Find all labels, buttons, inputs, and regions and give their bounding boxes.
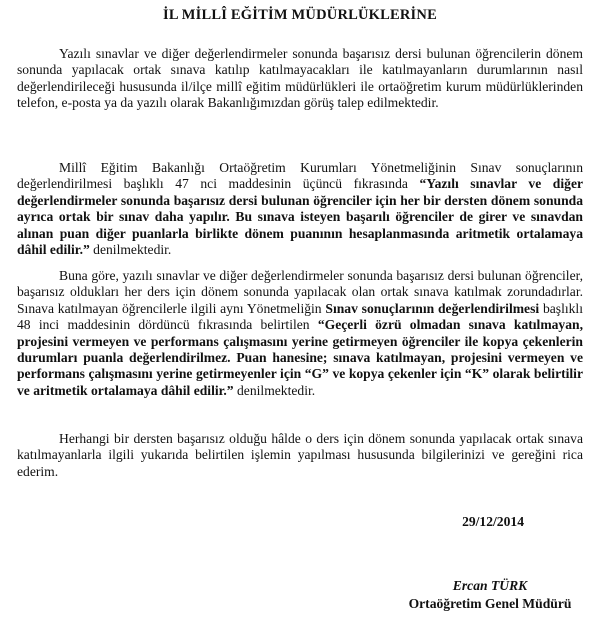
paragraph-request: Yazılı sınavlar ve diğer değerlendirmeler sonunda başarısız dersi bulunan öğrencilerin dönem sonunda yapılacak ortak sınava katılıp katılmayacakları ile katılmayanların durumlarının nasıl değerlendirileceği hususunda il/ilçe millî eğitim müdürlükleri ile ortaöğretim kurum müdürlüklerinden telefon, e-posta ya da yazılı olarak Bakanlığımızdan görüş talep edilmektedir. xyxy=(17,46,583,111)
paragraph-text: Buna göre, yazılı sınavlar ve diğer değerlendirmeler sonunda başarısız dersi bulunan öğrenciler, başarısız oldukları her ders için dönem sonunda yapılacak olan ortak sınava katılmak zorundadırlar. Sınava katılmayan öğrencilerle ilgili aynı Yönetmeliğin xyxy=(17,268,583,316)
paragraph-text: başlıklı 48 inci maddesinin dördüncü fıkrasında belirtilen xyxy=(17,300,583,333)
paragraph-regulation-48 xyxy=(17,268,583,399)
signatory-title: Ortaöğretim Genel Müdürü xyxy=(408,596,572,611)
letter-heading: İL MİLLÎ EĞİTİM MÜDÜRLÜKLERİNE xyxy=(163,7,437,23)
regulation-section-title: Sınav sonuçlarının değerlendirilmesi xyxy=(325,300,540,316)
paragraph-text: denilmektedir. xyxy=(89,242,172,258)
paragraph-closing: Herhangi bir dersten başarısız olduğu hâlde o ders için dönem sonunda yapılacak ortak sınava katılmayanlarla ilgili yukarıda belirtilen işlemin yapılması hususunda bilgilerinizi ve gereğini rica ederim. xyxy=(17,431,583,479)
paragraph-text: Millî Eğitim Bakanlığı Ortaöğretim Kurumları Yönetmeliğinin Sınav sonuçlarının değerlendirilmesi başlıklı 47 nci maddesinin üçüncü fıkrasında xyxy=(17,160,583,192)
paragraph-regulation-47 xyxy=(17,160,583,258)
quoted-regulation-text: “Yazılı sınavlar ve diğer değerlendirmeler sonunda başarısız dersi bulunan öğrenciler için her bir dersten dönem sonunda ayrıca ortak bir sınav daha yapılır. Bu sınava isteyen başarılı öğrenciler de girer ve sınavdan alınan puan diğer puanlarla birlikte dönem puanının hesaplanmasında aritmetik ortalamaya dâhil edilir.” xyxy=(17,176,584,258)
quoted-regulation-text: “Geçerli özrü olmadan sınava katılmayan, projesini vermeyen ve performans çalışmasını yerine getirmeyen öğrenciler ile kopya çekenlerin durumları puanla değerlendirilmez. Puan hanesine; sınava katılmayan, projesini vermeyen ve performans çalışmasını yerine getirmeyenler için “G” ve kopya çekenler için “K” olarak belirtilir ve aritmetik ortalamaya dâhil edilir.” xyxy=(17,317,583,398)
paragraph-text: denilmektedir. xyxy=(233,382,316,398)
signatory-name: Ercan TÜRK xyxy=(452,578,528,593)
letter-date: 29/12/2014 xyxy=(462,514,524,529)
